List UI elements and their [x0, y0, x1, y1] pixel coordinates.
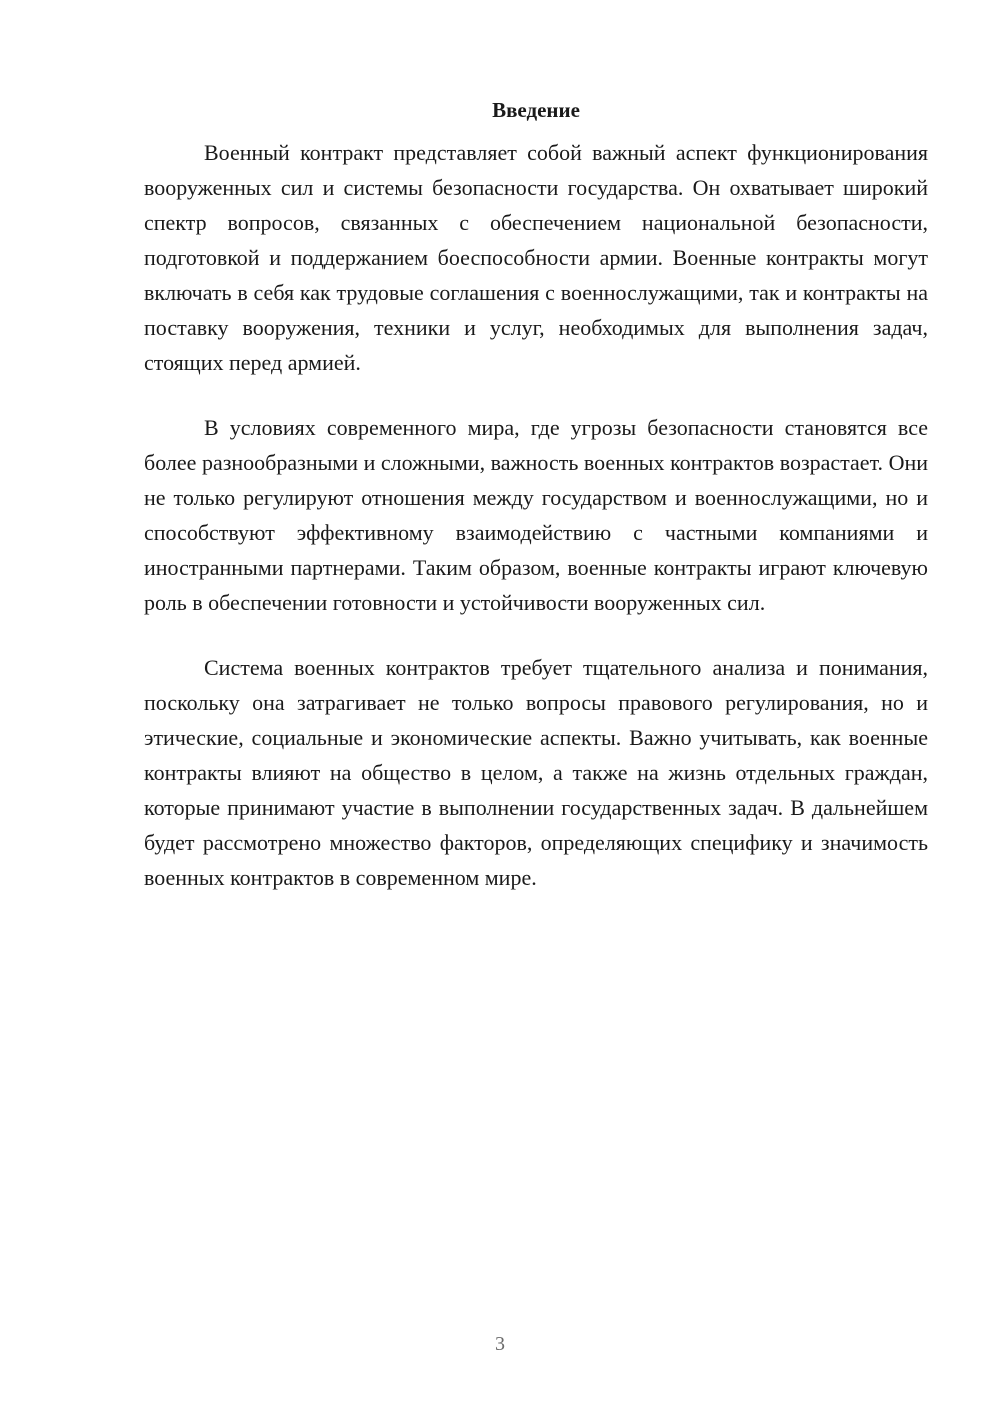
section-heading: Введение — [492, 98, 580, 122]
paragraph-1: Военный контракт представляет собой важный аспект функционирования вооруженных сил и системы безопасности государства. Он охватывает широкий спектр вопросов, связанных с обеспечением национальной безопасности, подготовкой и поддержанием боеспособности армии. Военные контракты могут включать в себя как трудовые соглашения с военнослужащими, так и контракты на поставку вооружения, техники и услуг, необходимых для выполнения задач, стоящих перед армией. — [144, 140, 928, 375]
page-content — [144, 95, 928, 925]
paragraph-2: В условиях современного мира, где угрозы безопасности становятся все более разнообразными и сложными, важность военных контрактов возрастает. Они не только регулируют отношения между государством и военнослужащими, но и способствуют эффективному взаимодействию с частными компаниями и иностранными партнерами. Таким образом, военные контракты играют ключевую роль в обеспечении готовности и устойчивости вооруженных сил. — [144, 415, 928, 615]
paragraph-3: Система военных контрактов требует тщательного анализа и понимания, поскольку она затрагивает не только вопросы правового регулирования, но и этические, социальные и экономические аспекты. Важно учитывать, как военные контракты влияют на общество в целом, а также на жизнь отдельных граждан, которые принимают участие в выполнении государственных задач. В дальнейшем будет рассмотрено множество факторов, определяющих специфику и значимость военных контрактов в современном мире. — [144, 655, 928, 890]
page-number: 3 — [495, 1333, 505, 1355]
